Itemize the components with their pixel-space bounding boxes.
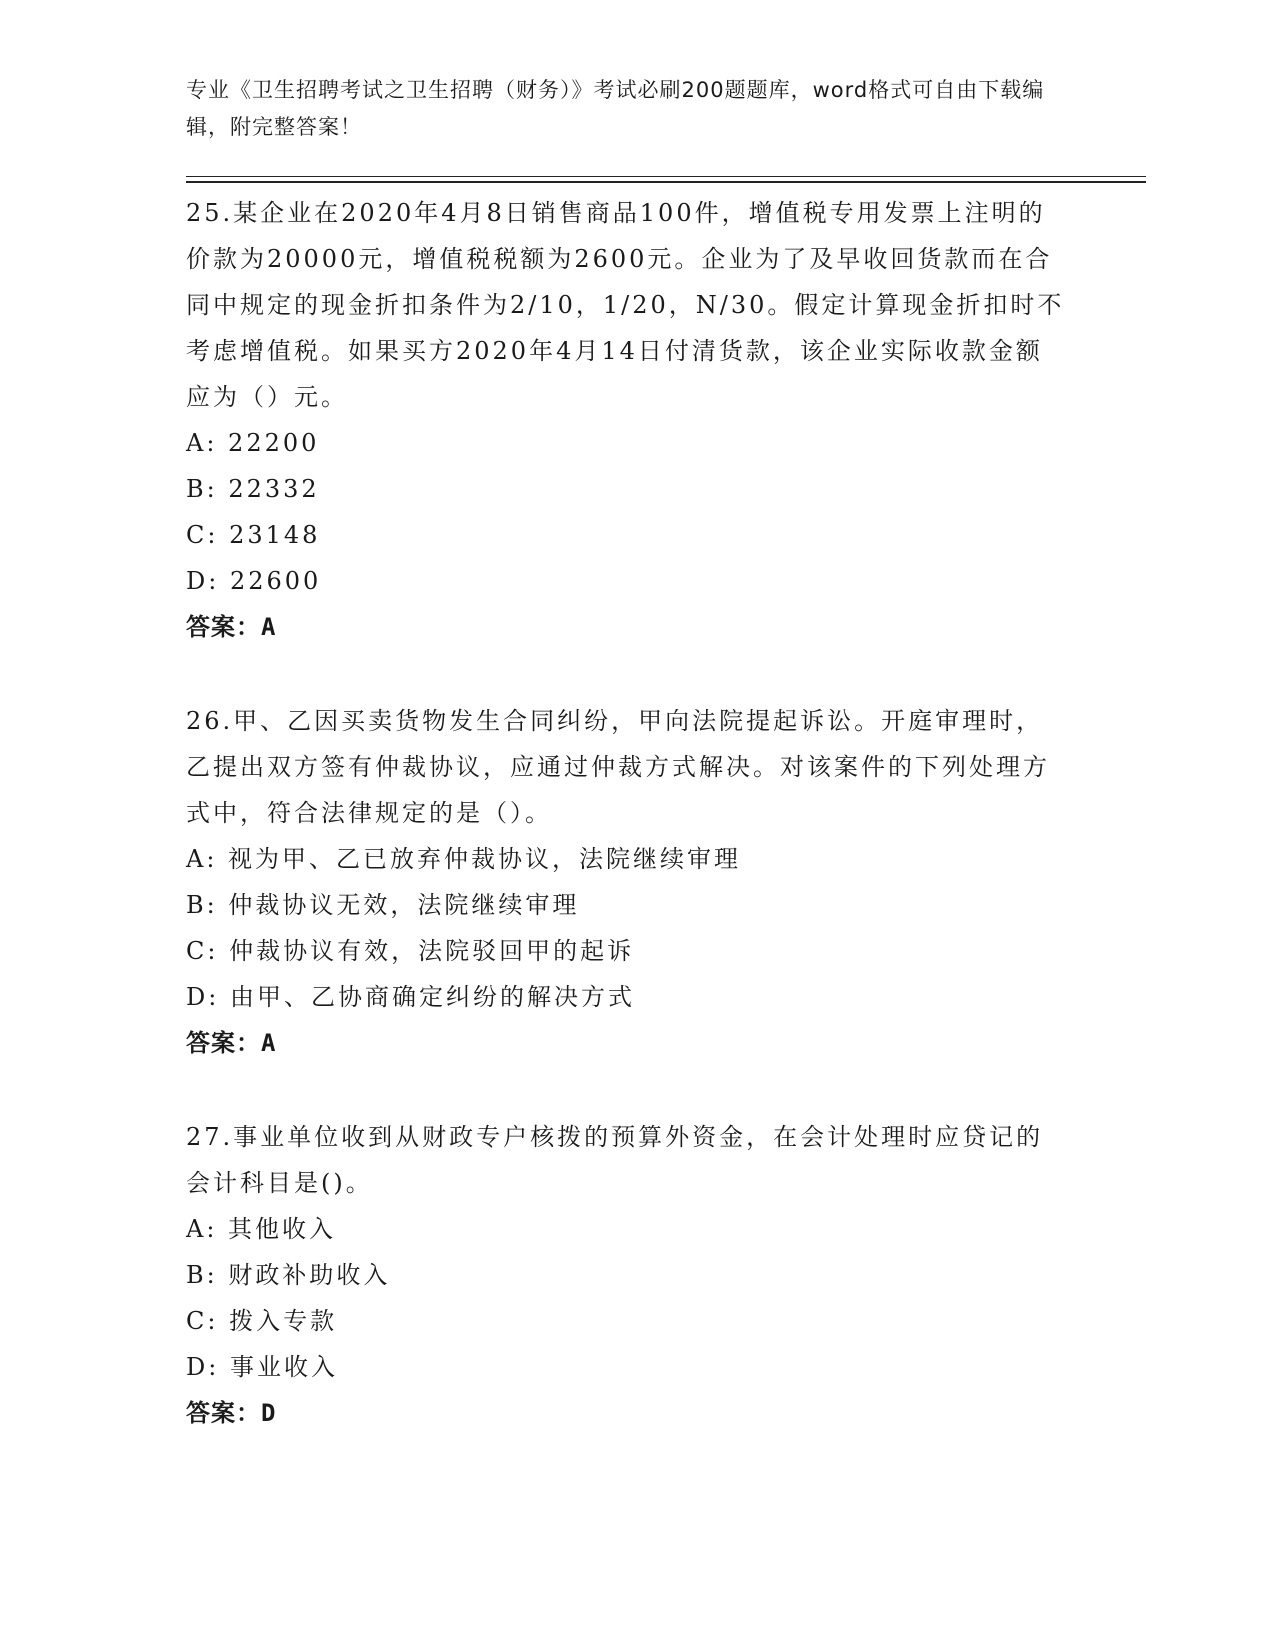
option-b: B: 22332 (186, 475, 320, 503)
option-b: B: 仲裁协议无效，法院继续审理 (186, 891, 580, 919)
option-a: A: 其他收入 (186, 1215, 337, 1243)
question-27 (186, 1114, 1066, 1436)
header-divider-thin (186, 176, 1146, 177)
option-c: C: 拨入专款 (186, 1307, 338, 1335)
question-26 (186, 698, 1066, 1066)
question-list (186, 190, 1066, 1484)
option-a: A: 22200 (186, 429, 320, 457)
header-title: 专业《卫生招聘考试之卫生招聘（财务）》考试必刷200题题库，word格式可自由下载编辑，附完整答案！ (186, 78, 1045, 139)
document-header (186, 72, 1066, 146)
option-d: D: 由甲、乙协商确定纠纷的解决方式 (186, 983, 635, 1011)
option-c: C: 仲裁协议有效，法院驳回甲的起诉 (186, 937, 635, 965)
option-c: C: 23148 (186, 521, 321, 549)
answer-line: 答案：A (186, 1029, 277, 1057)
option-b: B: 财政补助收入 (186, 1261, 391, 1289)
answer-line: 答案：A (186, 613, 277, 641)
option-a: A: 视为甲、乙已放弃仲裁协议，法院继续审理 (186, 845, 742, 873)
question-stem: 27.事业单位收到从财政专户核拨的预算外资金，在会计处理时应贷记的会计科目是()。 (186, 1123, 1044, 1197)
option-d: D: 事业收入 (186, 1353, 338, 1381)
question-stem: 25.某企业在2020年4月8日销售商品100件，增值税专用发票上注明的价款为20000元，增值税税额为2600元。企业为了及早收回货款而在合同中规定的现金折扣条件为2/10，1/20，N/30。假定计算现金折扣时不考虑增值税。如果买方2020年4月14日付清货款，该企业实际收款金额应为（）元。 (186, 199, 1065, 411)
question-25 (186, 190, 1066, 650)
answer-line: 答案：D (186, 1399, 277, 1427)
option-d: D: 22600 (186, 567, 322, 595)
question-stem: 26.甲、乙因买卖货物发生合同纠纷，甲向法院提起诉讼。开庭审理时，乙提出双方签有仲裁协议，应通过仲裁方式解决。对该案件的下列处理方式中，符合法律规定的是（）。 (186, 707, 1050, 827)
header-divider-thick (186, 181, 1146, 183)
